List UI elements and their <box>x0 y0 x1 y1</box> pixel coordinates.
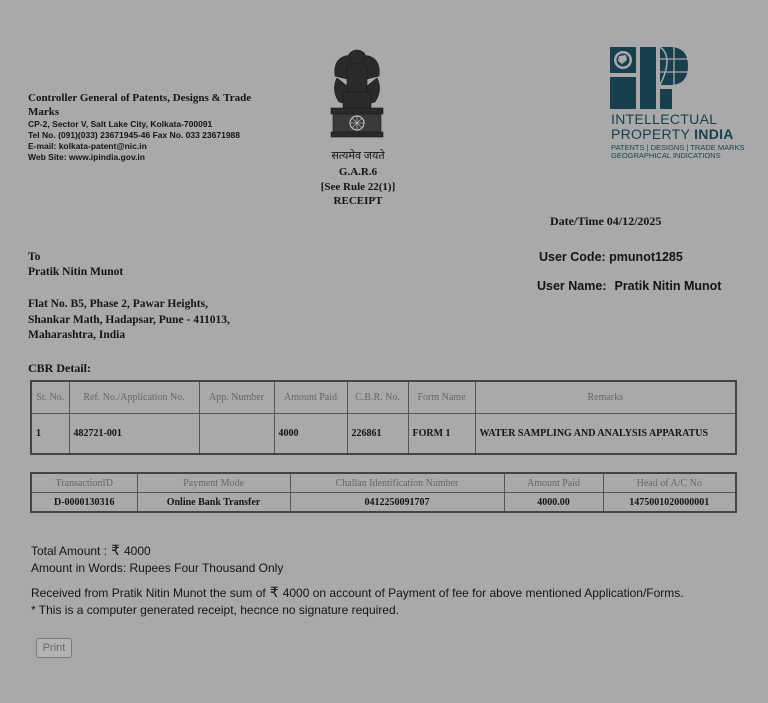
user-name: User Name: Pratik Nitin Munot <box>537 279 722 293</box>
print-button[interactable]: Print <box>36 638 72 658</box>
cell-sr-no: 1 <box>31 414 69 455</box>
ip-logo-line2: PROPERTY INDIA <box>611 126 734 142</box>
form-type: RECEIPT <box>333 195 383 207</box>
address-line: Flat No. B5, Phase 2, Pawar Heights, <box>28 298 208 310</box>
office-website: Web Site: www.ipindia.gov.in <box>28 152 145 162</box>
table-header-row <box>31 473 736 493</box>
col-challan-number: Challan Identification Number <box>290 473 504 493</box>
cell-payment-mode: Online Bank Transfer <box>137 493 290 513</box>
office-address: CP-2, Sector V, Salt Lake City, Kolkata-700091 <box>28 119 213 129</box>
col-sr-no: Sr. No. <box>31 381 69 414</box>
table-header-row <box>31 381 736 414</box>
national-emblem-icon <box>321 46 393 146</box>
col-head-of-ac: Head of A/C No <box>603 473 736 493</box>
table-row <box>31 414 736 455</box>
cell-amount-paid: 4000 <box>274 414 347 455</box>
cell-cbr-no: 226861 <box>347 414 408 455</box>
recipient-address <box>28 297 230 344</box>
cell-transaction-id: D-0000130316 <box>31 493 137 513</box>
ip-india-logo-icon <box>610 47 688 109</box>
cell-remarks: WATER SAMPLING AND ANALYSIS APPARATUS <box>475 414 736 455</box>
emblem-motto: सत्यमेव जयते <box>331 150 385 162</box>
form-rule: [See Rule 22(1)] <box>320 181 396 193</box>
to-label: To <box>28 251 41 263</box>
received-statement: Received from Pratik Nitin Munot the sum of ₹ 4000 on account of Payment of fee for above mentioned Application/Forms. <box>31 584 684 600</box>
user-code: User Code: pmunot1285 <box>539 250 683 264</box>
ip-logo-line1: INTELLECTUAL <box>611 111 718 127</box>
rupee-icon: ₹ <box>269 584 279 600</box>
office-email: E-mail: kolkata-patent@nic.in <box>28 141 147 151</box>
col-form-name: Form Name <box>408 381 475 414</box>
office-phone: Tel No. (091)(033) 23671945-46 Fax No. 033 23671988 <box>28 130 241 140</box>
total-amount: Total Amount : ₹ 4000 <box>31 542 151 558</box>
cell-challan-number: 0412250091707 <box>290 493 504 513</box>
address-line: Maharashtra, India <box>28 329 126 341</box>
cell-ref-no: 482721-001 <box>69 414 199 455</box>
cell-amount-paid: 4000.00 <box>504 493 603 513</box>
address-line: Shankar Math, Hadapsar, Pune - 411013, <box>28 313 230 326</box>
recipient-name: Pratik Nitin Munot <box>28 266 124 278</box>
col-transaction-id: TransactionID <box>31 473 137 493</box>
col-amount-paid: Amount Paid <box>274 381 347 414</box>
cell-head-of-ac: 1475001020000001 <box>603 493 736 513</box>
ip-logo-line3: PATENTS | DESIGNS | TRADE MARKS <box>611 143 745 152</box>
payment-table <box>30 472 737 513</box>
rupee-icon: ₹ <box>111 542 120 558</box>
cbr-detail-label: CBR Detail: <box>28 361 91 375</box>
cell-app-number <box>199 414 274 455</box>
receipt-datetime: Date/Time 04/12/2025 <box>550 214 662 228</box>
form-code: G.A.R.6 <box>338 166 378 178</box>
cbr-table <box>30 380 737 455</box>
ip-logo-line4: GEOGRAPHICAL INDICATIONS <box>611 151 721 160</box>
col-payment-mode: Payment Mode <box>137 473 290 493</box>
col-app-number: App. Number <box>199 381 274 414</box>
col-ref-no: Ref. No./Application No. <box>69 381 199 414</box>
amount-in-words: Amount in Words: Rupees Four Thousand Only <box>31 561 284 575</box>
cell-form-name: FORM 1 <box>408 414 475 455</box>
table-row <box>31 493 736 513</box>
office-title: Controller General of Patents, Designs & Trade Marks <box>28 92 252 118</box>
computer-generated-note: * This is a computer generated receipt, hecnce no signature required. <box>31 603 399 617</box>
col-remarks: Remarks <box>475 381 736 414</box>
col-cbr-no: C.B.R. No. <box>347 381 408 414</box>
col-amount-paid: Amount Paid <box>504 473 603 493</box>
